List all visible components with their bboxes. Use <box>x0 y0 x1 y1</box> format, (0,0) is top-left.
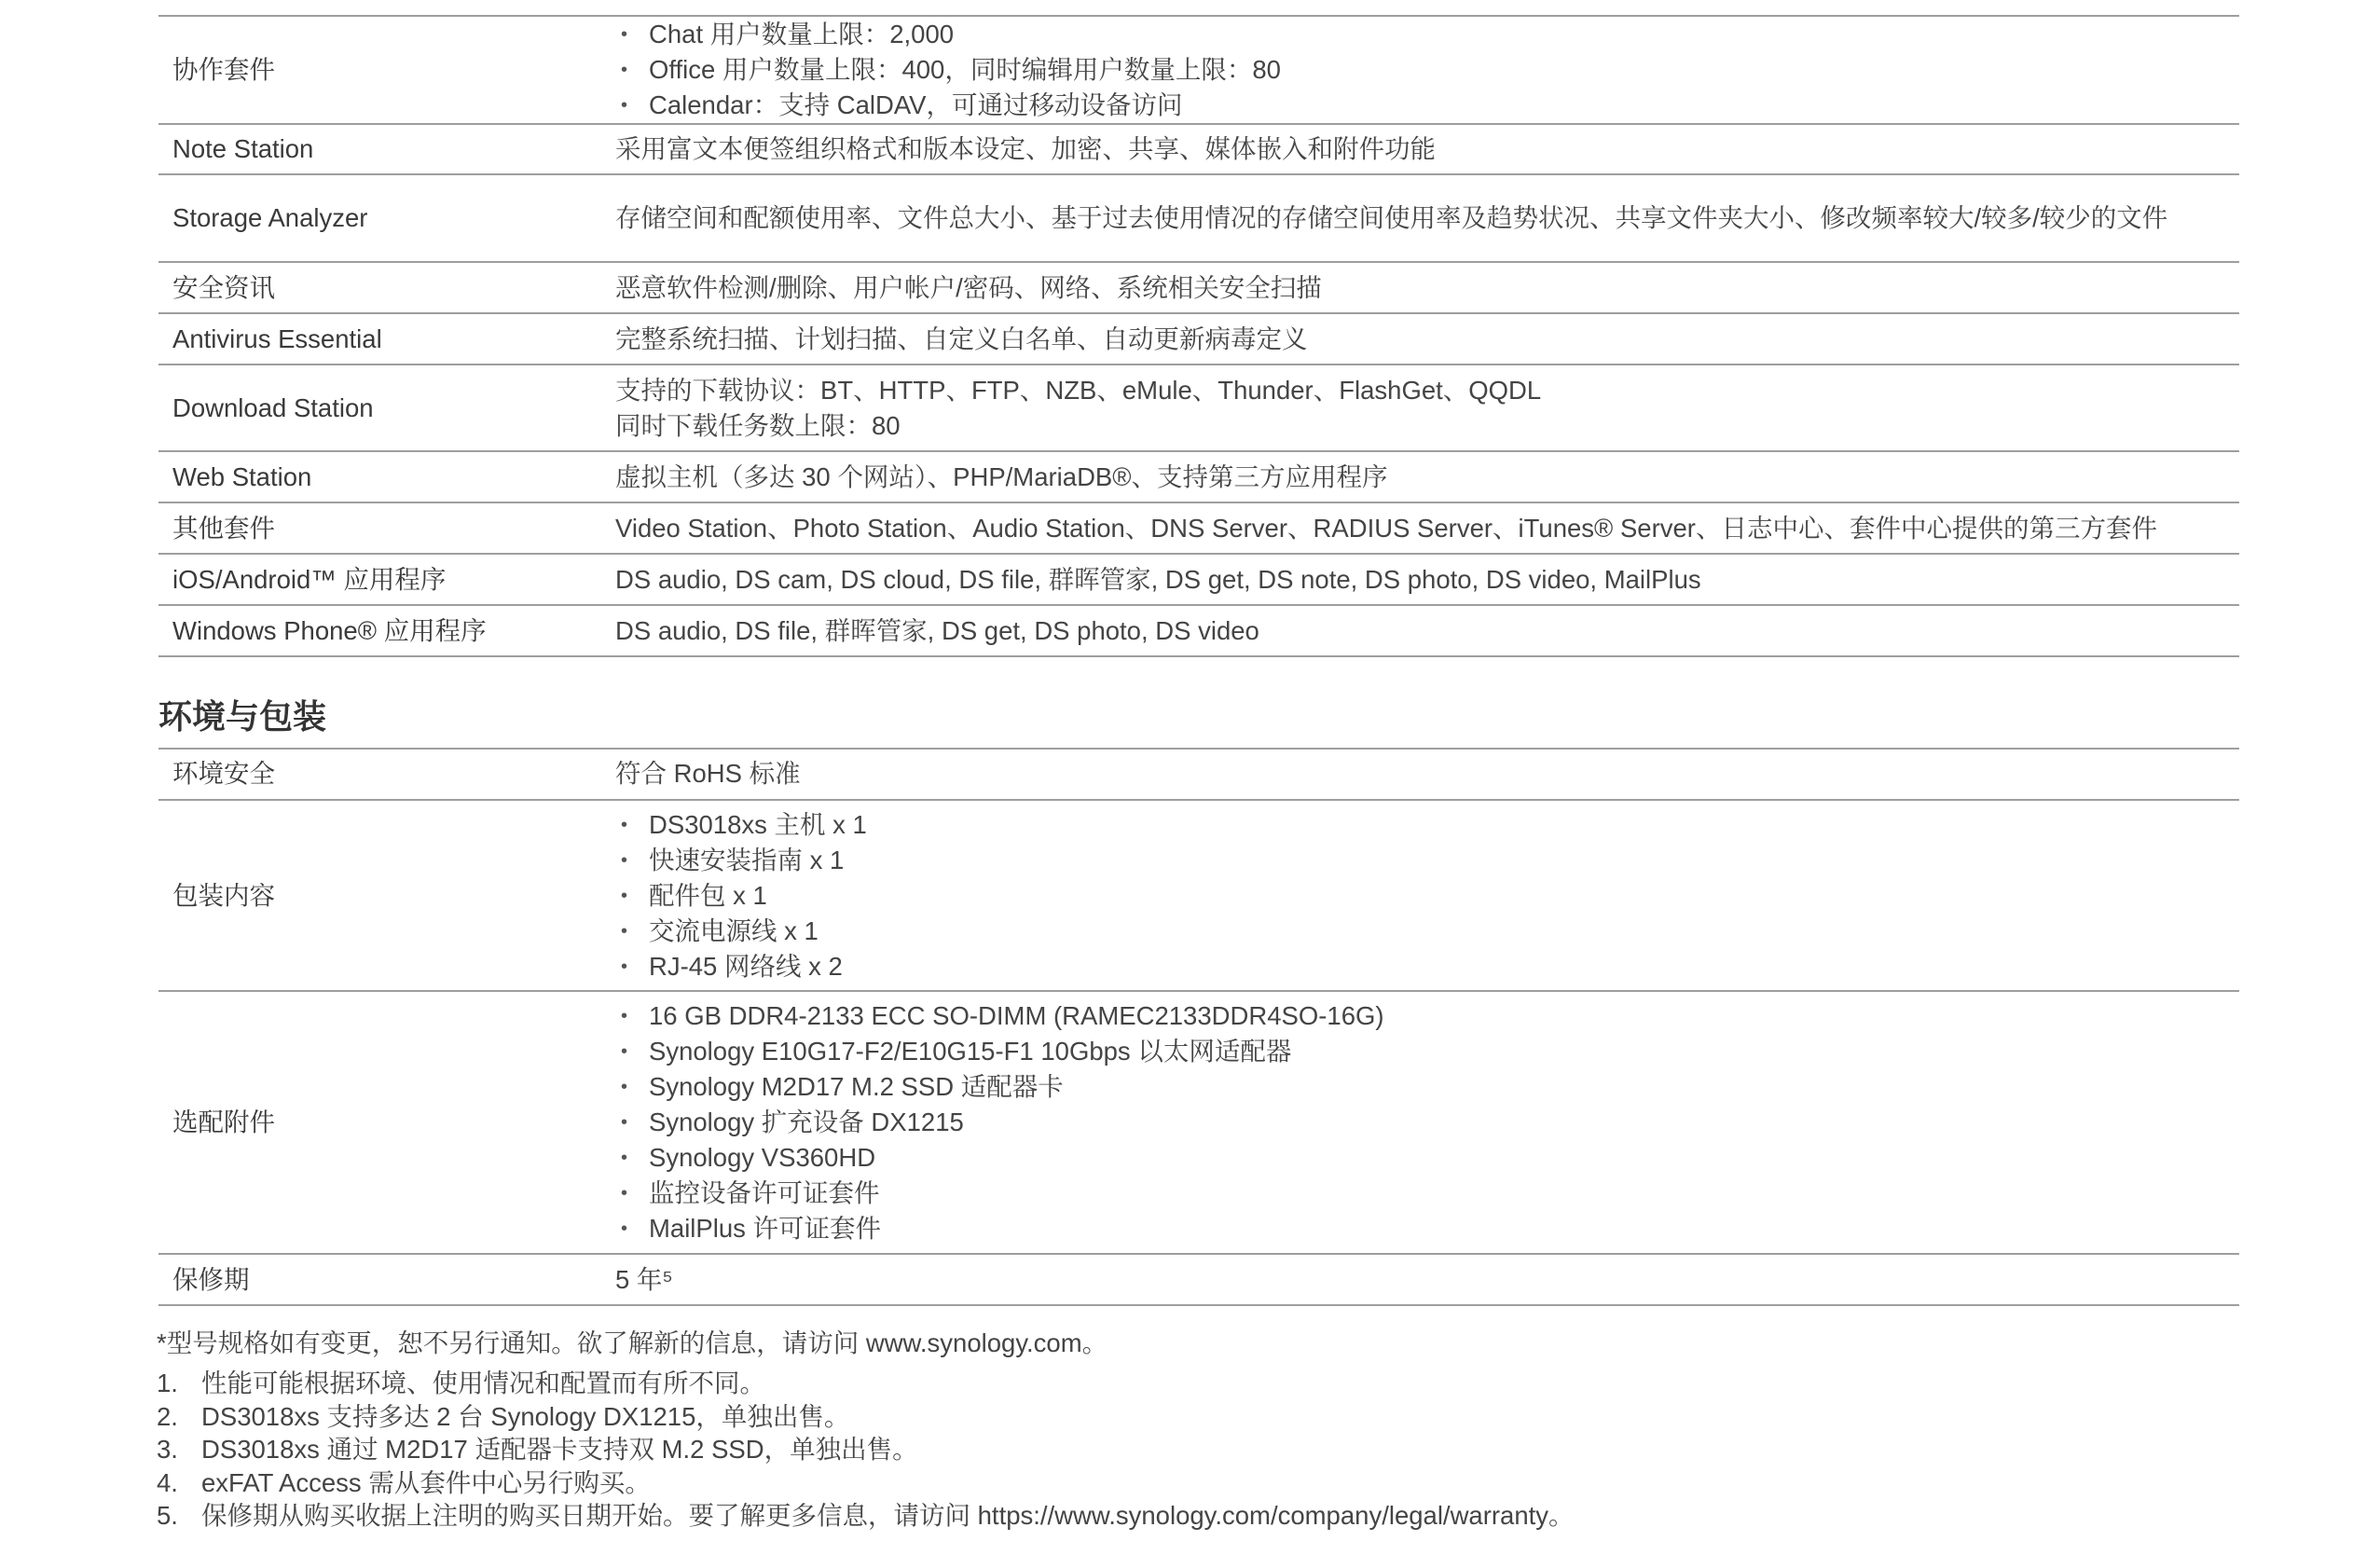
list-item: • 快速安装指南 x 1 <box>615 843 2211 878</box>
table-row <box>158 800 2239 991</box>
table-row <box>158 451 2239 502</box>
footnote-number: 4. <box>157 1467 178 1497</box>
row-label: 选配附件 <box>172 1108 275 1136</box>
table-row <box>158 262 2239 313</box>
list-item: • DS3018xs 主机 x 1 <box>615 807 2211 843</box>
row-label: Windows Phone® 应用程序 <box>172 615 487 645</box>
row-label: Note Station <box>172 134 314 163</box>
table-row <box>158 1254 2239 1305</box>
table-row <box>158 313 2239 365</box>
value-line: 同时下载任务数上限：80 <box>615 410 901 440</box>
value-line: 支持的下载协议：BT、HTTP、FTP、NZB、eMule、Thunder、FlashGet、QQDL <box>615 375 1542 405</box>
footnote-number: 5. <box>157 1501 178 1530</box>
footnote-number: 1. <box>157 1369 178 1397</box>
table-row <box>158 174 2239 262</box>
footnote-item <box>157 1367 1575 1400</box>
footnote-item <box>157 1499 1575 1533</box>
row-label: 环境安全 <box>172 759 275 788</box>
list-item: • RJ-45 网络线 x 2 <box>615 949 2211 984</box>
footnote-text: DS3018xs 通过 M2D17 适配器卡支持双 M.2 SSD，单独出售。 <box>201 1435 918 1464</box>
row-label: iOS/Android™ 应用程序 <box>172 564 447 594</box>
footnote-text: 保修期从购买收据上注明的购买日期开始。要了解更多信息，请访问 https://www.synology.com/company/legal/warranty。 <box>201 1501 1575 1530</box>
list-item: • 16 GB DDR4-2133 ECC SO-DIMM (RAMEC2133DDR4SO-16G) <box>615 998 2211 1034</box>
row-label: Download Station <box>172 392 374 422</box>
row-value: DS audio, DS file, 群晖管家, DS get, DS photo, DS video <box>615 615 1259 645</box>
table-row <box>158 124 2239 174</box>
row-value: DS audio, DS cam, DS cloud, DS file, 群晖管家, DS get, DS note, DS photo, DS video, MailPlus <box>615 564 1701 594</box>
list-item: • Chat 用户数量上限：2,000 <box>615 17 2211 52</box>
row-value: 5 年⁵ <box>615 1264 673 1294</box>
footnote-disclaimer: *型号规格如有变更，恕不另行通知。欲了解新的信息，请访问 www.synology.com。 <box>157 1328 1108 1357</box>
footnote-text: DS3018xs 支持多达 2 台 Synology DX1215，单独出售。 <box>201 1401 850 1431</box>
list-item: • Synology VS360HD <box>615 1140 2211 1176</box>
row-value: 符合 RoHS 标准 <box>615 759 801 788</box>
list-item: • 配件包 x 1 <box>615 878 2211 914</box>
footnote-list <box>157 1367 1575 1533</box>
footnote-item <box>157 1466 1575 1500</box>
row-value: Video Station、Photo Station、Audio Station、DNS Server、RADIUS Server、iTunes® Server、日志中心、套件中心提供的第三方套件 <box>615 513 2157 543</box>
table-row <box>158 16 2239 124</box>
row-label: 安全资讯 <box>172 272 275 302</box>
footnote-text: 性能可能根据环境、使用情况和配置而有所不同。 <box>201 1369 765 1397</box>
list-item: • Office 用户数量上限：400，同时编辑用户数量上限：80 <box>615 52 2211 88</box>
list-item: • Synology M2D17 M.2 SSD 适配器卡 <box>615 1069 2211 1105</box>
footnote-item <box>157 1433 1575 1466</box>
table-row <box>158 502 2239 554</box>
row-value: 采用富文本便签组织格式和版本设定、加密、共享、媒体嵌入和附件功能 <box>615 134 1436 163</box>
section-title-environment: 环境与包装 <box>158 697 327 736</box>
bullet-list <box>615 998 2211 1246</box>
footnote-number: 3. <box>157 1435 178 1464</box>
bullet-list <box>615 17 2211 123</box>
environment-spec-table <box>158 749 2239 1306</box>
row-label: Antivirus Essential <box>172 323 382 353</box>
row-label: 保修期 <box>172 1264 250 1294</box>
list-item: • Synology 扩充设备 DX1215 <box>615 1105 2211 1140</box>
row-label: 其他套件 <box>172 513 275 543</box>
table-row <box>158 991 2239 1254</box>
software-spec-table <box>158 15 2239 657</box>
row-label: Web Station <box>172 461 312 491</box>
table-row <box>158 749 2239 800</box>
footnote-text: exFAT Access 需从套件中心另行购买。 <box>201 1467 651 1497</box>
row-value: 恶意软件检测/删除、用户帐户/密码、网络、系统相关安全扫描 <box>615 272 1322 302</box>
table-row <box>158 605 2239 656</box>
footnote-number: 2. <box>157 1401 178 1431</box>
row-value: 虚拟主机（多达 30 个网站）、PHP/MariaDB®、支持第三方应用程序 <box>615 461 1388 491</box>
row-value: 完整系统扫描、计划扫描、自定义白名单、自动更新病毒定义 <box>615 323 1308 353</box>
list-item: • 监控设备许可证套件 <box>615 1176 2211 1211</box>
row-label: 协作套件 <box>172 55 275 84</box>
table-row <box>158 554 2239 605</box>
row-label: Storage Analyzer <box>172 203 368 232</box>
row-value: 存储空间和配额使用率、文件总大小、基于过去使用情况的存储空间使用率及趋势状况、共享文件夹大小、修改频率较大/较多/较少的文件 <box>615 203 2168 232</box>
list-item: • 交流电源线 x 1 <box>615 914 2211 949</box>
list-item: • MailPlus 许可证套件 <box>615 1211 2211 1246</box>
footnote-item <box>157 1400 1575 1434</box>
bullet-list <box>615 807 2211 984</box>
row-label: 包装内容 <box>172 880 275 910</box>
list-item: • Calendar：支持 CalDAV，可通过移动设备访问 <box>615 88 2211 123</box>
list-item: • Synology E10G17-F2/E10G15-F1 10Gbps 以太网适配器 <box>615 1034 2211 1069</box>
table-row <box>158 365 2239 451</box>
